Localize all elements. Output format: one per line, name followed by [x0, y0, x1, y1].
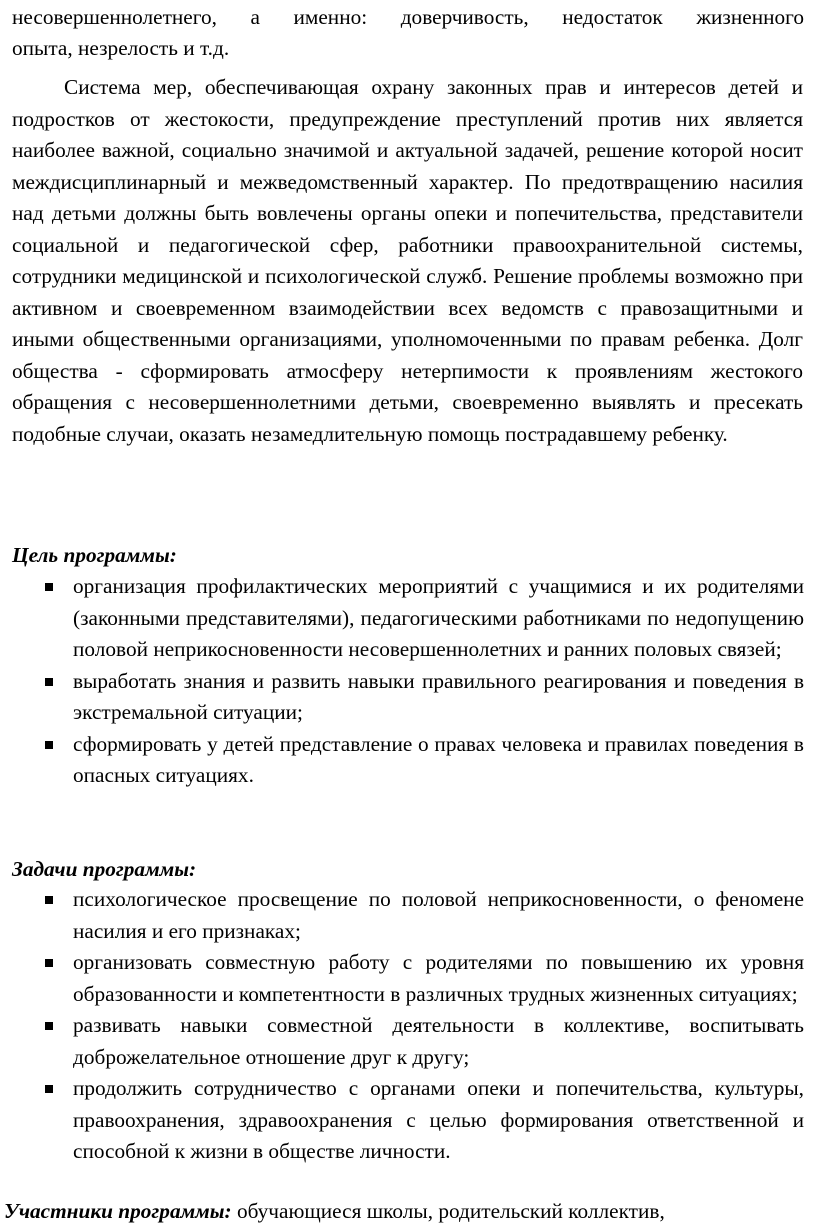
goal-item-text: организация профилактических мероприятий с учащимися и их родителями (законными представителями), педагогическими работниками по недопущению половой неприкосновенности несовершеннолетних и ранних половых связей; [73, 574, 804, 661]
bullet-icon [45, 896, 53, 904]
bullet-icon [45, 959, 53, 967]
task-item-text: психологическое просвещение по половой неприкосновенности, о феномене насилия и его признаках; [73, 887, 804, 943]
goal-item-text: выработать знания и развить навыки правильного реагирования и поведения в экстремальной ситуации; [73, 668, 804, 724]
task-item-text: развивать навыки совместной деятельности в коллективе, воспитывать доброжелательное отношение друг к другу; [73, 1013, 804, 1069]
tasks-heading: Задачи программы: [12, 857, 197, 881]
bullet-icon [45, 741, 53, 749]
goal-item [0, 666, 816, 729]
goal-item [0, 729, 816, 792]
bullet-icon [45, 1085, 53, 1093]
participants-line [4, 1197, 665, 1225]
task-item [0, 1010, 816, 1073]
intro-line-2: опыта, незрелость и т.д. [12, 36, 230, 60]
body-paragraph [12, 72, 803, 450]
task-item [0, 884, 816, 947]
bullet-icon [45, 678, 53, 686]
bullet-icon [45, 583, 53, 591]
task-item-text: продолжить сотрудничество с органами опеки и попечительства, культуры, правоохранения, здравоохранения с целью формирования ответственной и способной к жизни в обществе личности. [73, 1076, 804, 1163]
participants-label: Участники программы: [4, 1199, 232, 1223]
goal-list [0, 571, 816, 792]
task-item-text: организовать совместную работу с родителями по повышению их уровня образованности и компетентности в различных трудных жизненных ситуациях; [73, 950, 804, 1006]
task-item [0, 947, 816, 1010]
participants-text: обучающиеся школы, родительский коллектив, [231, 1199, 665, 1223]
goal-heading: Цель программы: [12, 543, 177, 567]
intro-line-1: несовершеннолетнего, а именно: доверчивость, недостаток жизненного [12, 5, 804, 29]
tasks-list [0, 884, 816, 1168]
body-paragraph-text: Система мер, обеспечивающая охрану законных прав и интересов детей и подростков от жестокости, предупреждение преступлений против них является наиболее важной, социально значимой и актуальной задачей, решение которой носит междисциплинарный и межведомственный характер. По предотвращению насилия над детьми должны быть вовлечены органы опеки и попечительства, представители социальной и педагогической сфер, работники правоохранительной системы, сотрудники медицинской и психологической служб. Решение проблемы возможно при активном и своевременном взаимодействии всех ведомств с правозащитными и иными общественными организациями, уполномоченными по правам ребенка. Долг общества - сформировать атмосферу нетерпимости к проявлениям жестокого обращения с несовершеннолетними детьми, своевременно выявлять и пресекать подобные случаи, оказать незамедлительную помощь пострадавшему ребенку. [12, 75, 803, 446]
task-item [0, 1073, 816, 1168]
bullet-icon [45, 1022, 53, 1030]
goal-item-text: сформировать у детей представление о правах человека и правилах поведения в опасных ситуациях. [73, 731, 804, 787]
goal-item [0, 571, 816, 666]
